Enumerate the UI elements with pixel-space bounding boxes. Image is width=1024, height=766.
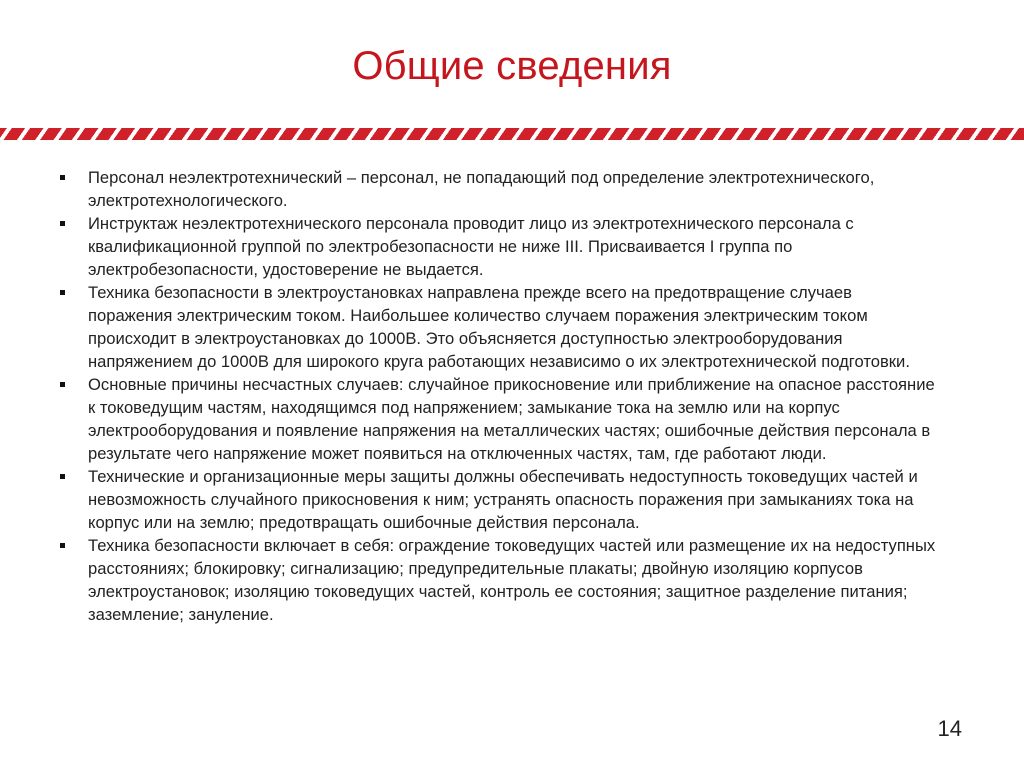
bullet-list [60,166,940,626]
bullet-item [60,534,940,626]
bullet-text: Инструктаж неэлектротехнического персонала проводит лицо из электротехнического персонала с квалификационной группой по электробезопасности не ниже III. Присваивается I группа по электробезопасности, удостоверение не выдается. [88,214,854,279]
bullet-item [60,465,940,534]
decorative-stripe [0,128,1024,140]
bullet-text: Персонал неэлектротехнический – персонал, не попадающий под определение электротехнического, электротехнологического. [88,168,875,210]
page-number: 14 [937,716,962,741]
bullet-icon [60,543,65,548]
bullet-item [60,212,940,281]
bullet-text: Основные причины несчастных случаев: случайное прикосновение или приближение на опасное расстояние к токоведущим частям, находящимся под напряжением; замыкание тока на землю или на корпус электрооборудования и появление напряжения на металлических частях; ошибочные действия персонала в результате чего напряжение может появиться на отключенных частях, там, где работают люди. [88,375,935,463]
bullet-text: Техника безопасности включает в себя: ограждение токоведущих частей или размещение их на недоступных расстояниях; блокировку; сигнализацию; предупредительные плакаты; двойную изоляцию корпусов электроустановок; изоляцию токоведущих частей, контроль ее состояния; защитное разделение питания; заземление; зануление. [88,536,936,624]
bullet-icon [60,382,65,387]
bullet-icon [60,290,65,295]
bullet-icon [60,474,65,479]
slide-title: Общие сведения [352,44,672,88]
bullet-text: Техника безопасности в электроустановках направлена прежде всего на предотвращение случаев поражения электрическим током. Наибольшее количество случаем поражения электрическим током происходит в электроустановках до 1000В. Это объясняется доступностью электрооборудования напряжением до 1000В для широкого круга работающих независимо о их электротехнической подготовки. [88,283,910,371]
bullet-item [60,166,940,212]
bullet-icon [60,221,65,226]
bullet-item [60,373,940,465]
bullet-text: Технические и организационные меры защиты должны обеспечивать недоступность токоведущих частей и невозможность случайного прикосновения к ним; устранять опасность поражения при замыканиях тока на корпус или на землю; предотвращать ошибочные действия персонала. [88,467,918,532]
bullet-icon [60,175,65,180]
bullet-item [60,281,940,373]
